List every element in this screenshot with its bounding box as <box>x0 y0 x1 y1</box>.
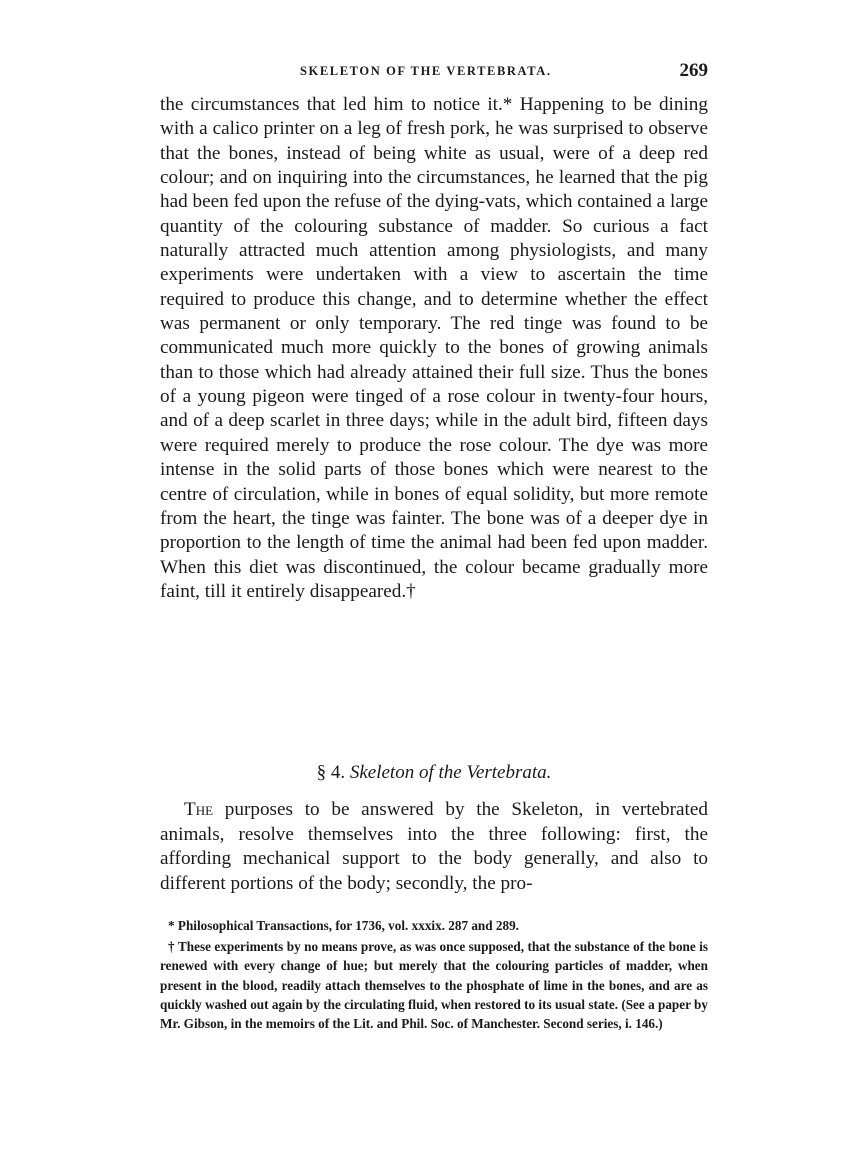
section-title: Skeleton of the Vertebrata. <box>349 762 552 783</box>
section-heading <box>160 762 708 784</box>
footnote: * Philosophical Transactions, for 1736, vol. xxxix. 287 and 289. <box>168 918 519 933</box>
footnote: † These experiments by no means prove, as was once supposed, that the substance of the bone is renewed with every change of hue; but merely that the colouring particles of madder, when present in the blood, readily attach themselves to the phosphate of lime in the bones, and are as quickly washed out again by the circulating fluid, when restored to its usual state. (See a paper by Mr. Gibson, in the memoirs of the Lit. and Phil. Soc. of Manchester. Second series, i. 146.) <box>160 939 708 1032</box>
lead-word: The <box>184 799 214 820</box>
paragraph: the circumstances that led him to notice it.* Happening to be dining with a calico printer on a leg of fresh pork, he was surprised to observe that the bones, instead of being white as usual, were of a deep red colour; and on inquiring into the circumstances, he learned that the pig had been fed upon the refuse of the dying-vats, which contained a large quantity of the colouring substance of madder. So curious a fact naturally attracted much attention among physiologists, and many experiments were undertaken with a view to ascertain the time required to produce this change, and to determine whether the effect was permanent or only temporary. The red tinge was found to be communicated much more quickly to the bones of growing animals than to those which had already attained their full size. Thus the bones of a young pigeon were tinged of a rose colour in twenty-four hours, and of a deep scarlet in three days; while in the adult bird, fifteen days were required merely to produce the rose colour. The dye was more intense in the solid parts of those bones which were nearest to the centre of circulation, while in bones of equal solidity, but more remote from the heart, the tinge was fainter. The bone was of a deeper dye in proportion to the length of time the animal had been fed upon madder. When this diet was discontinued, the colour became gradually more faint, till it entirely disappeared.† <box>160 94 708 602</box>
section-number: § 4. <box>316 762 346 783</box>
section-text <box>160 798 708 896</box>
footnotes <box>160 916 708 1033</box>
running-title: SKELETON OF THE VERTEBRATA. <box>300 64 552 78</box>
main-text <box>160 93 708 604</box>
running-header <box>160 62 708 84</box>
section-paragraph <box>160 798 708 896</box>
section-paragraph-body: purposes to be answered by the Skeleton, in vertebrated animals, resolve themselves into the three following: first, the affording mechanical support to the body generally, and also to different portions of the body; secondly, the pro- <box>160 799 708 894</box>
page-number: 269 <box>679 60 708 81</box>
